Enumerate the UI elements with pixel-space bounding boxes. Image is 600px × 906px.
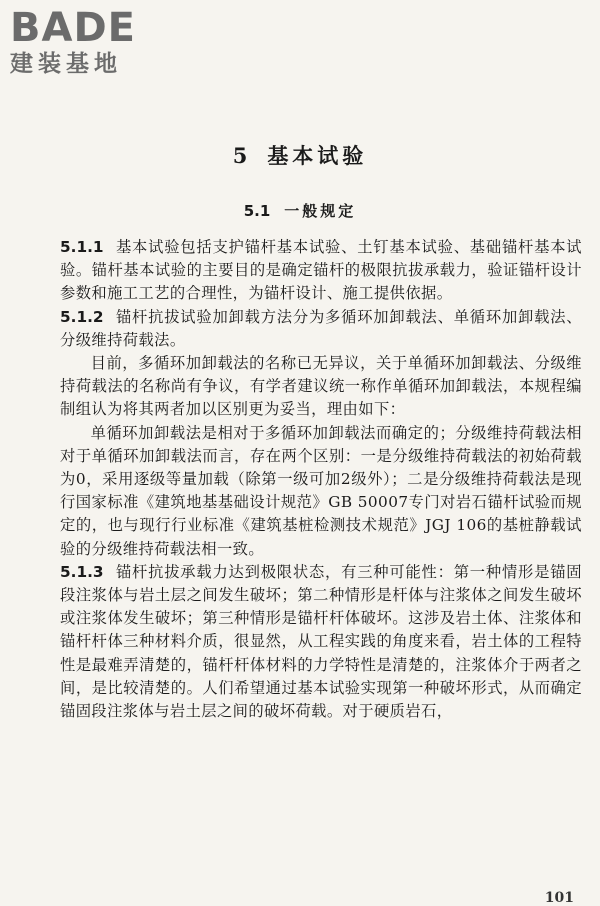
chapter-number: 5 — [232, 143, 248, 168]
section-title-text: 一般规定 — [284, 202, 357, 220]
chapter-title — [0, 140, 600, 170]
section-number: 5.1 — [243, 202, 271, 220]
clause-5-1-1 — [60, 236, 582, 306]
clause-text: 锚杆抗拔试验加卸载方法分为多循环加卸载法、单循环加卸载法、分级维持荷载法。 — [60, 307, 582, 349]
page-number: 101 — [544, 890, 574, 906]
chapter-title-text: 基本试验 — [267, 143, 368, 168]
clause-text: 锚杆抗拔承载力达到极限状态，有三种可能性：第一种情形是锚固段注浆体与岩土层之间发生破坏；第二种情形是杆体与注浆体之间发生破坏或注浆体发生破坏；第三种情形是锚杆杆体破坏。这涉及岩土体、注浆体和锚杆杆体三种材料介质，很显然，从工程实践的角度来看，岩土体的工程特性是最难弄清楚的，锚杆杆体材料的力学特性是清楚的，注浆体介于两者之间，是比较清楚的。人们希望通过基本试验实现第一种破坏形式，从而确定锚固段注浆体与岩土层之间的破坏荷载。对于硬质岩石， — [60, 562, 582, 721]
section-title — [0, 200, 600, 221]
clause-5-1-2 — [60, 306, 582, 352]
clause-number: 5.1.1 — [60, 238, 104, 256]
document-body — [60, 236, 582, 723]
clause-number: 5.1.2 — [60, 307, 104, 326]
clause-text: 基本试验包括支护锚杆基本试验、土钉基本试验、基础锚杆基本试验。锚杆基本试验的主要目的是确定锚杆的极限抗拔承载力，验证锚杆设计参数和施工工艺的合理性，为锚杆设计、施工提供依据。 — [60, 238, 582, 303]
commentary-paragraph: 目前，多循环加卸载法的名称已无异议，关于单循环加卸载法、分级维持荷载法的名称尚有争议，有学者建议统一称作单循环加卸载法，本规程编制组认为将其两者加以区别更为妥当，理由如下： — [60, 354, 582, 419]
logo-wordmark: BADE — [10, 5, 136, 51]
logo-subtitle: 建装基地 — [10, 51, 122, 77]
site-logo — [10, 6, 136, 78]
clause-5-1-3 — [60, 561, 582, 723]
clause-number: 5.1.3 — [60, 562, 104, 581]
commentary-paragraph: 单循环加卸载法是相对于多循环加卸载法而确定的；分级维持荷载法相对于单循环加卸载法而言，存在两个区别：一是分级维持荷载法的初始荷载为0，采用逐级等量加载（除第一级可加2级外）；二是分级维持荷载法是现行国家标准《建筑地基基础设计规范》GB 50007专门对岩石锚杆试验而规定的，也与现行行业标准《建筑基桩检测技术规范》JGJ 106的基桩静载试验的分级维持荷载法相一致。 — [60, 423, 582, 558]
